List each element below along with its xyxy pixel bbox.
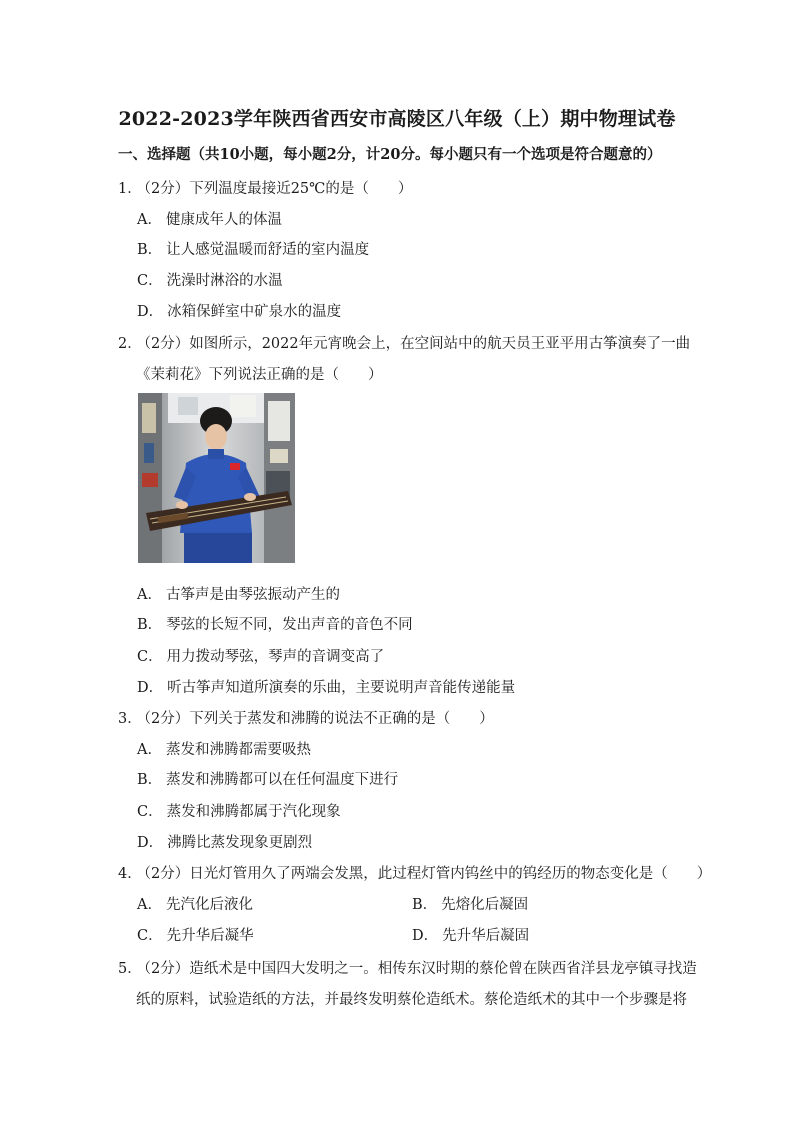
question-4-option-a: A． 先汽化后液化: [137, 897, 253, 913]
section-heading: 一、选择题（共10小题，每小题2分，计20分。每小题只有一个选项是符合题意的）: [118, 146, 662, 163]
question-4-option-b: B． 先熔化后凝固: [412, 897, 529, 913]
question-5-stem: [118, 957, 697, 978]
photo-illustration: [138, 393, 295, 563]
question-4-option-d: D． 先升华后凝固: [412, 928, 530, 944]
question-4-stem: [118, 862, 711, 883]
question-4-option-c: C． 先升华后凝华: [137, 928, 254, 944]
question-3-option-c: C． 蒸发和沸腾都属于汽化现象: [137, 804, 341, 820]
question-2-option-d: D． 听古筝声知道所演奏的乐曲，主要说明声音能传递能量: [137, 680, 516, 696]
question-1-stem: [118, 177, 412, 198]
question-2-option-a: A． 古筝声是由琴弦振动产生的: [137, 587, 340, 603]
question-1-option-c: C． 洗澡时淋浴的水温: [137, 273, 283, 289]
question-1-option-b: B． 让人感觉温暖而舒适的室内温度: [137, 242, 370, 258]
question-1-option-d: D． 冰箱保鲜室中矿泉水的温度: [137, 304, 342, 320]
question-number: 3．: [118, 711, 142, 727]
question-3-option-d: D． 沸腾比蒸发现象更剧烈: [137, 835, 313, 851]
question-number: 4．: [118, 866, 142, 882]
question-2-stem-line-2: 《茉莉花》下列说法正确的是（ ）: [136, 367, 383, 383]
exam-title: 2022-2023学年陕西省西安市高陵区八年级（上）期中物理试卷: [118, 108, 676, 130]
question-number: 5．: [118, 961, 142, 977]
question-text: （2分）下列温度最接近25℃的是（ ）: [143, 181, 413, 197]
question-number: 2．: [118, 336, 142, 352]
question-5-stem-line-2: 纸的原料，试验造纸的方法，并最终发明蔡伦造纸术。蔡伦造纸术的其中一个步骤是将: [136, 992, 687, 1008]
question-text: （2分）日光灯管用久了两端会发黑，此过程灯管内钨丝中的钨经历的物态变化是（ ）: [143, 866, 712, 882]
question-2-option-c: C． 用力拨动琴弦，琴声的音调变高了: [137, 649, 385, 665]
question-text: （2分）造纸术是中国四大发明之一。相传东汉时期的蔡伦曾在陕西省洋县龙亭镇寻找造: [143, 961, 697, 977]
question-3-option-a: A． 蒸发和沸腾都需要吸热: [137, 742, 311, 758]
question-1-option-a: A． 健康成年人的体温: [137, 212, 282, 228]
question-3-stem: [118, 707, 494, 728]
question-text: （2分）如图所示，2022年元宵晚会上，在空间站中的航天员王亚平用古筝演奏了一曲: [143, 336, 691, 352]
astronaut-guzheng-photo: [138, 393, 295, 563]
question-2-stem: [118, 332, 690, 353]
question-2-option-b: B． 琴弦的长短不同，发出声音的音色不同: [137, 617, 413, 633]
question-3-option-b: B． 蒸发和沸腾都可以在任何温度下进行: [137, 772, 399, 788]
question-number: 1．: [118, 181, 142, 197]
question-text: （2分）下列关于蒸发和沸腾的说法不正确的是（ ）: [143, 711, 494, 727]
